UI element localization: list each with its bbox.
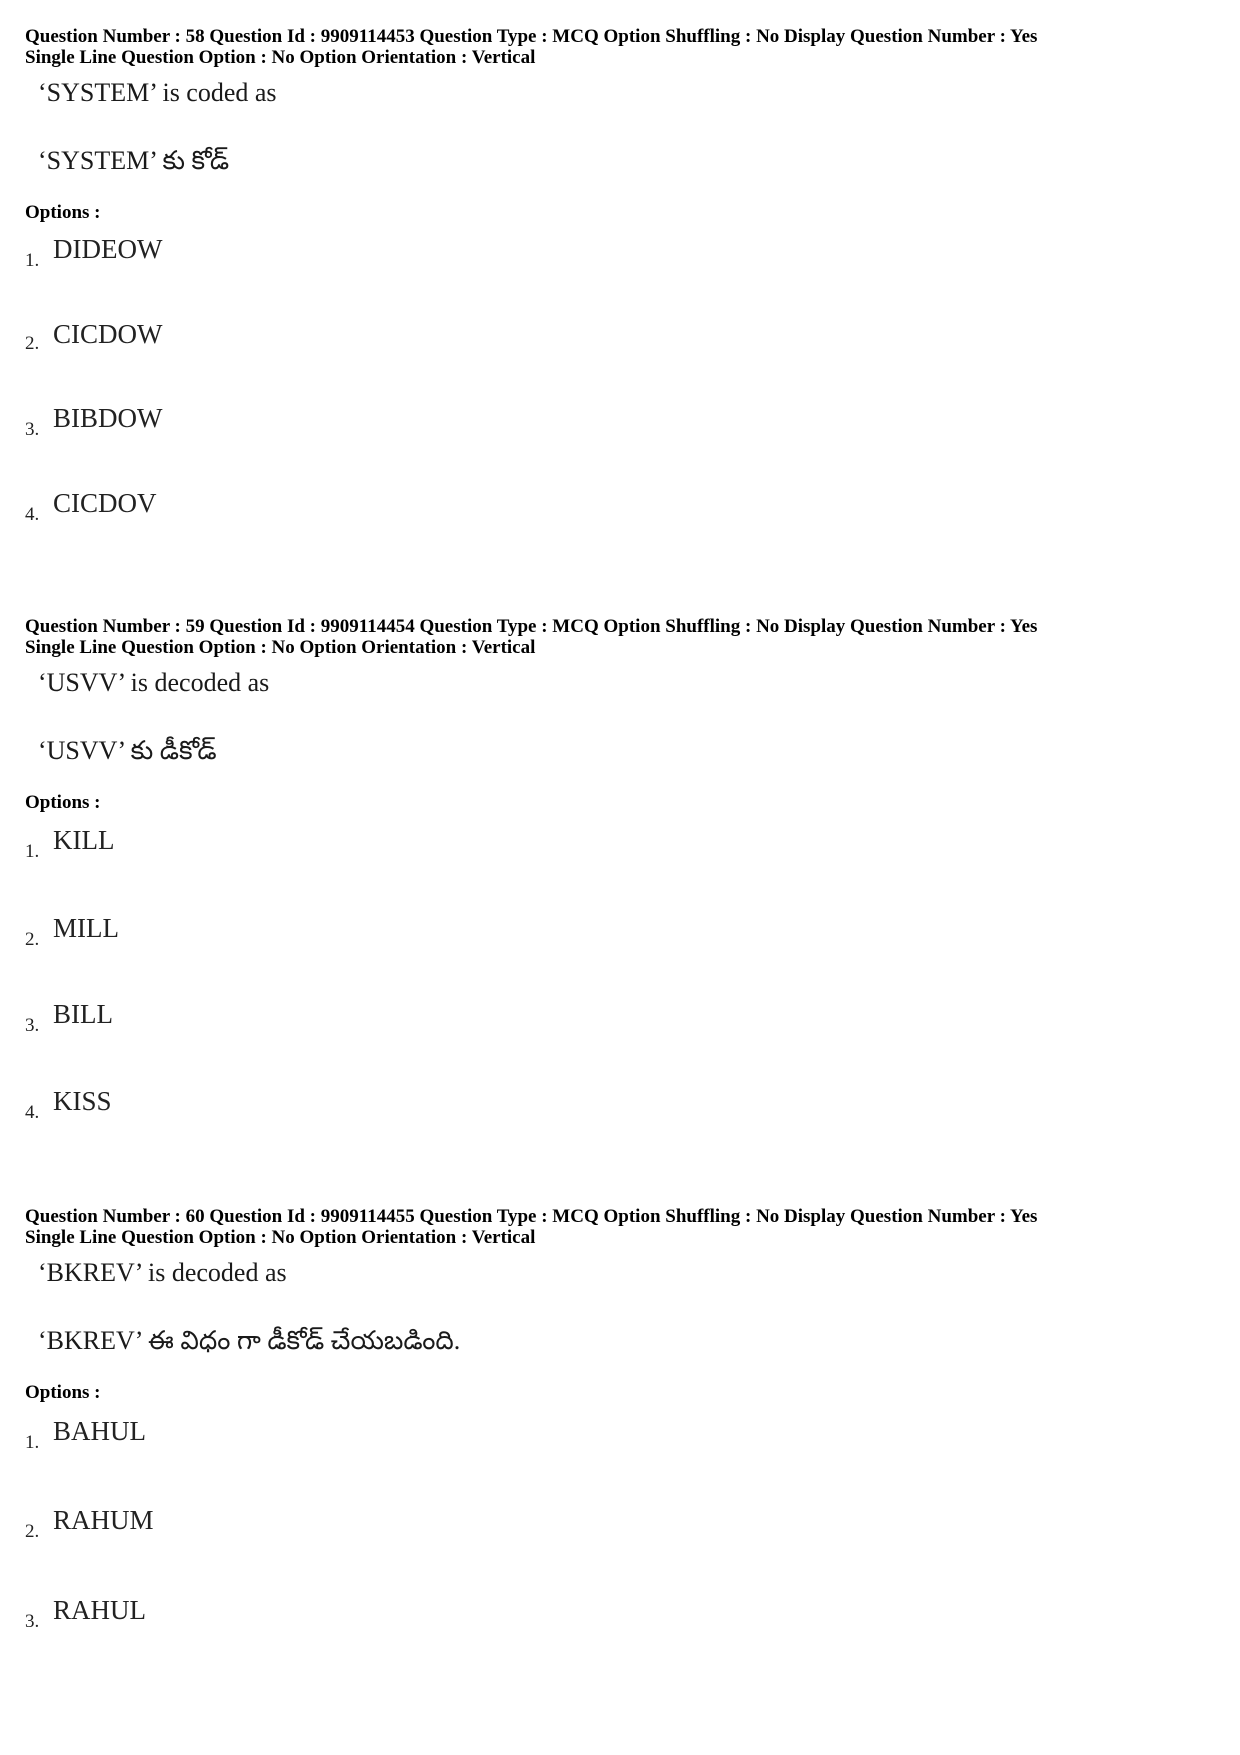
option-2[interactable] — [25, 1505, 425, 1545]
question-stem-telugu: ‘USVV’ కు డీకోడ్ — [38, 736, 217, 765]
option-text: KISS — [53, 1086, 112, 1116]
option-text: DIDEOW — [53, 234, 163, 264]
option-1[interactable] — [25, 234, 425, 274]
option-number: 4. — [25, 504, 40, 525]
question-58 — [25, 26, 1225, 546]
option-text: RAHUM — [53, 1505, 154, 1535]
options-label: Options : — [25, 792, 101, 813]
option-text: CICDOV — [53, 488, 157, 518]
option-text: RAHUL — [53, 1595, 146, 1625]
question-60 — [25, 1206, 1225, 1646]
option-text: BIBDOW — [53, 403, 163, 433]
options-label: Options : — [25, 1382, 101, 1403]
options-label: Options : — [25, 202, 101, 223]
option-text: CICDOW — [53, 319, 163, 349]
question-meta-line2: Single Line Question Option : No Option Orientation : Vertical — [25, 47, 536, 68]
option-number: 1. — [25, 1432, 40, 1453]
option-number: 2. — [25, 1521, 40, 1542]
option-text: BAHUL — [53, 1416, 146, 1446]
option-1[interactable] — [25, 1416, 425, 1456]
question-meta-line1: Question Number : 59 Question Id : 9909114454 Question Type : MCQ Option Shuffling : No Display Question Number : Yes — [25, 616, 1038, 637]
question-stem-telugu: ‘BKREV’ ఈ విధం గా డీకోడ్ చేయబడింది. — [38, 1326, 461, 1355]
option-2[interactable] — [25, 913, 425, 953]
option-3[interactable] — [25, 403, 425, 443]
option-number: 1. — [25, 250, 40, 271]
question-meta-line1: Question Number : 60 Question Id : 9909114455 Question Type : MCQ Option Shuffling : No Display Question Number : Yes — [25, 1206, 1038, 1227]
option-number: 1. — [25, 841, 40, 862]
option-number: 4. — [25, 1102, 40, 1123]
question-stem-english: ‘SYSTEM’ is coded as — [38, 78, 277, 107]
option-1[interactable] — [25, 825, 425, 865]
option-3[interactable] — [25, 1595, 425, 1635]
question-stem-english: ‘BKREV’ is decoded as — [38, 1258, 287, 1287]
option-text: BILL — [53, 999, 113, 1029]
option-4[interactable] — [25, 1086, 425, 1126]
option-text: KILL — [53, 825, 115, 855]
question-stem-english: ‘USVV’ is decoded as — [38, 668, 270, 697]
question-59 — [25, 616, 1225, 1136]
question-meta-line2: Single Line Question Option : No Option Orientation : Vertical — [25, 637, 536, 658]
option-3[interactable] — [25, 999, 425, 1039]
option-number: 2. — [25, 333, 40, 354]
option-number: 3. — [25, 1015, 40, 1036]
option-number: 3. — [25, 1611, 40, 1632]
option-2[interactable] — [25, 319, 425, 359]
question-meta-line2: Single Line Question Option : No Option Orientation : Vertical — [25, 1227, 536, 1248]
option-4[interactable] — [25, 488, 425, 528]
question-meta-line1: Question Number : 58 Question Id : 9909114453 Question Type : MCQ Option Shuffling : No Display Question Number : Yes — [25, 26, 1038, 47]
option-text: MILL — [53, 913, 119, 943]
option-number: 3. — [25, 419, 40, 440]
question-stem-telugu: ‘SYSTEM’ కు కోడ్ — [38, 146, 230, 175]
option-number: 2. — [25, 929, 40, 950]
